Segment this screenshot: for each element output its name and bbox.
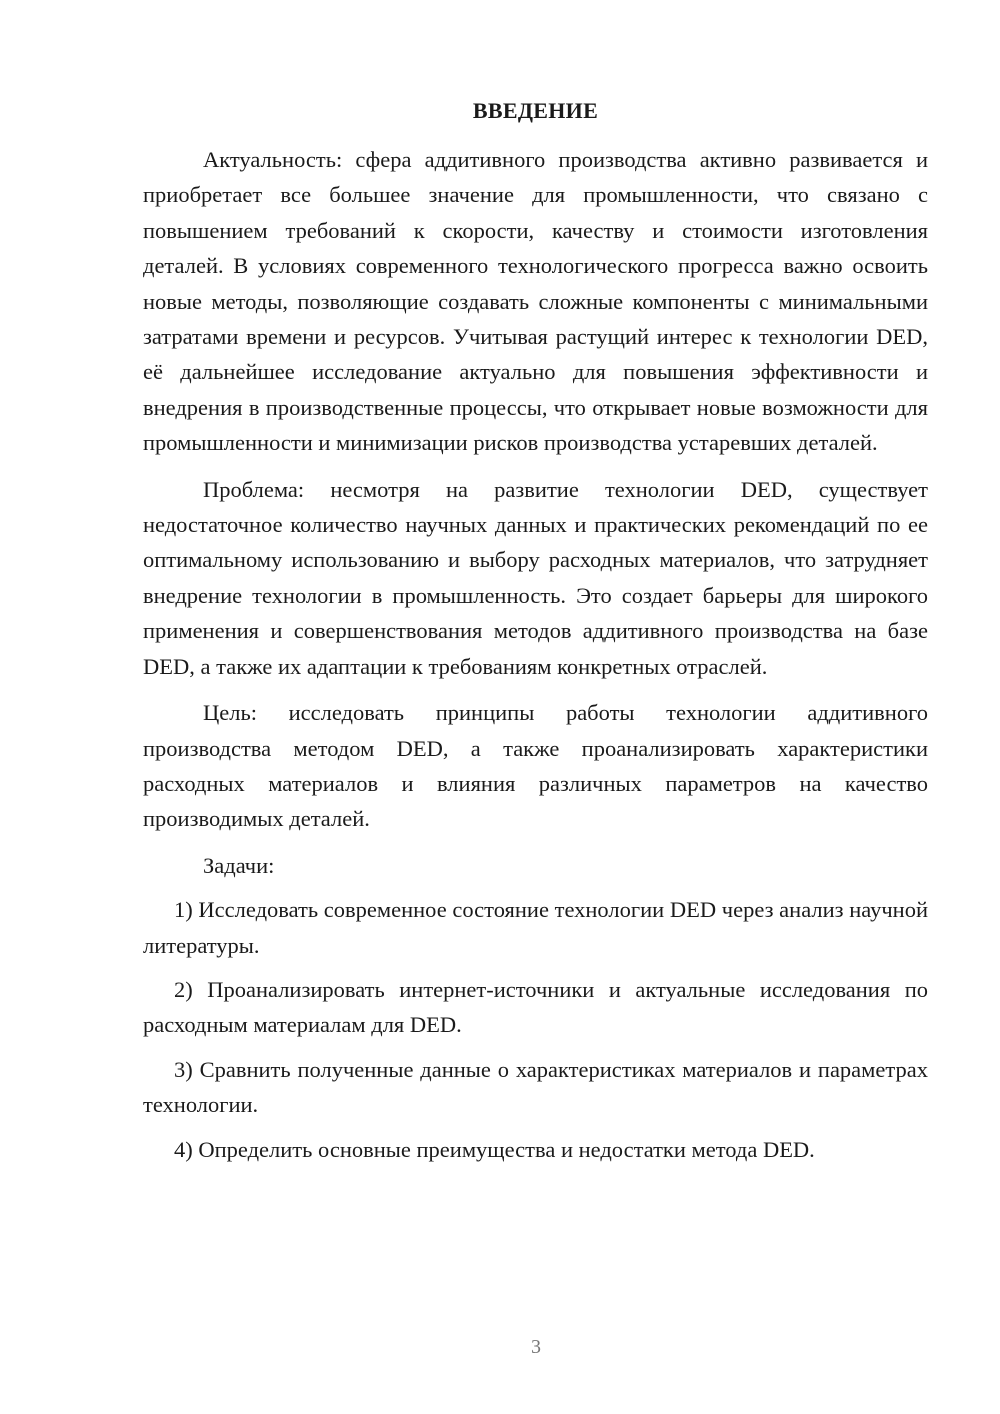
problem-paragraph: Проблема: несмотря на развитие технологии DED, существует недостаточное количество научных данных и практических рекомендаций по ее оптимальному использованию и выбору расходных материалов, что затрудняет внедрение технологии в промышленность. Это создает барьеры для широкого применения и совершенствования методов аддитивного производства на базе DED, а также их адаптации к требованиям конкретных отраслей. — [143, 476, 928, 679]
task-item-3: 3) Сравнить полученные данные о характеристиках материалов и параметрах технологии. — [143, 1056, 928, 1118]
page-title: ВВЕДЕНИЕ — [472, 98, 599, 123]
goal-paragraph: Цель: исследовать принципы работы технологии аддитивного производства методом DED, а также проанализировать характеристики расходных материалов и влияния различных параметров на качество производимых деталей. — [143, 700, 928, 832]
task-item-1: 1) Исследовать современное состояние технологии DED через анализ научной литературы. — [143, 897, 928, 958]
relevance-paragraph: Актуальность: сфера аддитивного производства активно развивается и приобретает все большее значение для промышленности, что связано с повышением требований к скорости, качеству и стоимости изготовления деталей. В условиях современного технологического прогресса важно освоить новые методы, позволяющие создавать сложные компоненты с минимальными затратами времени и ресурсов. Учитывая растущий интерес к технологии DED, её дальнейшее исследование актуально для повышения эффективности и внедрения в производственные процессы, что открывает новые возможности для промышленности и минимизации рисков производства устаревших деталей. — [143, 147, 928, 456]
tasks-label: Задачи: — [203, 852, 275, 878]
document-body — [143, 142, 928, 1167]
page-number: 3 — [531, 1336, 541, 1358]
task-item-4: 4) Определить основные преимущества и недостатки метода DED. — [174, 1136, 815, 1162]
task-item-2: 2) Проанализировать интернет-источники и актуальные исследования по расходным материалам для DED. — [143, 976, 928, 1038]
